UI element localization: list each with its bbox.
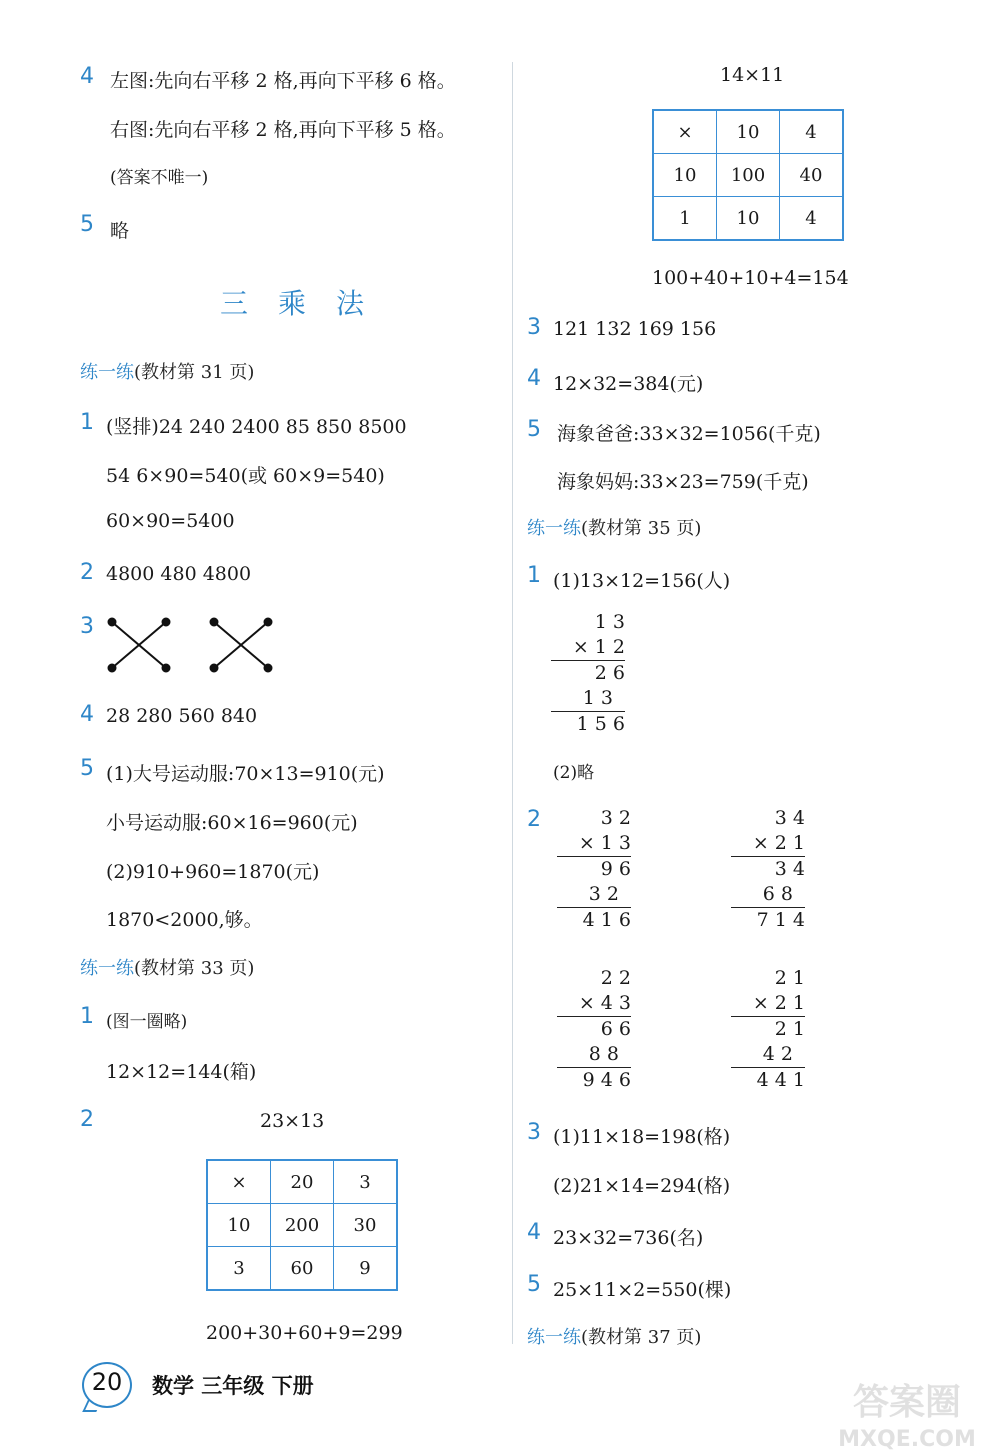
vertical-multiplication-21x21 xyxy=(731,966,805,1093)
r-caption: 14×11 xyxy=(720,64,785,86)
vm-row: × 1 2 xyxy=(572,636,625,658)
grid-cell: 3 xyxy=(334,1160,398,1204)
s2q2-caption: 23×13 xyxy=(260,1110,325,1132)
q5-text: 略 xyxy=(110,220,130,242)
r-sum: 100+40+10+4=154 xyxy=(652,267,849,289)
section-heading-31 xyxy=(80,358,254,384)
watermark-logo xyxy=(822,1374,992,1452)
grid-cell: 200 xyxy=(271,1204,334,1247)
grid-cell: × xyxy=(207,1160,271,1204)
section-label: 练一练 xyxy=(527,518,581,539)
grid-cell: 4 xyxy=(780,197,844,241)
grid-cell: × xyxy=(653,110,717,154)
vm-row: × 2 1 xyxy=(752,992,805,1014)
s3q3-number: 3 xyxy=(527,1120,541,1145)
grid-cell: 10 xyxy=(207,1204,271,1247)
s1q1-number: 1 xyxy=(80,410,94,435)
vertical-multiplication-13x12 xyxy=(551,610,625,737)
grid-cell: 3 xyxy=(207,1247,271,1291)
vm-row: 2 6 xyxy=(551,660,625,686)
vm-row: × 2 1 xyxy=(752,832,805,854)
section-heading-37 xyxy=(527,1323,701,1349)
multiplication-grid-14x11 xyxy=(652,109,844,241)
vertical-multiplication-32x13 xyxy=(557,806,631,933)
section-ref: (教材第 35 页) xyxy=(581,518,702,539)
s1q4-text: 28 280 560 840 xyxy=(106,705,258,727)
watermark-top: 答案圈 xyxy=(852,1382,962,1423)
vm-row: × 1 3 xyxy=(578,832,631,854)
s1q5-number: 5 xyxy=(80,756,94,781)
vm-row: 1 5 6 xyxy=(551,711,625,737)
s1q1-line1: (竖排)24 240 2400 85 850 8500 xyxy=(106,416,407,438)
rq4-text: 12×32=384(元) xyxy=(553,373,704,395)
s1q2-text: 4800 480 4800 xyxy=(106,563,252,585)
grid-cell: 100 xyxy=(717,154,780,197)
grid-cell: 10 xyxy=(717,197,780,241)
s2q2-number: 2 xyxy=(80,1107,94,1132)
vm-row: 4 4 1 xyxy=(731,1067,805,1093)
s2q1-line1: (图一圈略) xyxy=(106,1012,188,1032)
s2q1-number: 1 xyxy=(80,1004,94,1029)
s1q1-line2: 54 6×90=540(或 60×9=540) xyxy=(106,465,385,487)
s3q5-text: 25×11×2=550(棵) xyxy=(553,1279,732,1301)
s1q5-line1: (1)大号运动服:70×13=910(元) xyxy=(106,763,385,785)
grid-cell: 9 xyxy=(334,1247,398,1291)
s1q5-line2: 小号运动服:60×16=960(元) xyxy=(106,812,358,834)
grid-cell: 30 xyxy=(334,1204,398,1247)
chapter-title: 三乘法 xyxy=(220,287,395,320)
grid-cell: 40 xyxy=(780,154,844,197)
q5-number: 5 xyxy=(80,212,94,237)
s2q1-line2: 12×12=144(箱) xyxy=(106,1061,257,1083)
matching-lines-diagram xyxy=(100,612,280,678)
grid-cell: 1 xyxy=(653,197,717,241)
vm-row: 4 1 6 xyxy=(557,907,631,933)
s3q4-number: 4 xyxy=(527,1220,541,1245)
section-label: 练一练 xyxy=(80,362,134,383)
grid-cell: 4 xyxy=(780,110,844,154)
s1q1-line3: 60×90=5400 xyxy=(106,510,235,532)
vertical-multiplication-22x43 xyxy=(557,966,631,1093)
q4-line1: 左图:先向右平移 2 格,再向下平移 6 格。 xyxy=(110,70,456,92)
s3q3-line1: (1)11×18=198(格) xyxy=(553,1126,731,1148)
vm-row: 9 4 6 xyxy=(557,1067,631,1093)
grid-cell: 20 xyxy=(271,1160,334,1204)
vm-row: 3 4 xyxy=(731,856,805,882)
rq3-text: 121 132 169 156 xyxy=(553,318,717,340)
s1q3-number: 3 xyxy=(80,614,94,639)
s3q3-line2: (2)21×14=294(格) xyxy=(553,1175,731,1197)
watermark-bottom: MXQE.COM xyxy=(838,1427,976,1452)
vm-row: 3 2 xyxy=(588,883,631,905)
section-heading-33 xyxy=(80,954,254,980)
q4-number: 4 xyxy=(80,64,94,89)
column-divider xyxy=(512,62,513,1344)
s3q1-line1: (1)13×12=156(人) xyxy=(553,570,731,592)
rq3-number: 3 xyxy=(527,315,541,340)
grid-cell: 60 xyxy=(271,1247,334,1291)
section-ref: (教材第 37 页) xyxy=(581,1327,702,1348)
rq5-line1: 海象爸爸:33×32=1056(千克) xyxy=(557,423,821,445)
vm-row: 2 1 xyxy=(731,1016,805,1042)
s3q5-number: 5 xyxy=(527,1272,541,1297)
vm-row: 3 2 xyxy=(600,807,631,829)
vm-row: 8 8 xyxy=(588,1043,631,1065)
section-ref: (教材第 31 页) xyxy=(134,362,255,383)
section-ref: (教材第 33 页) xyxy=(134,958,255,979)
page-number: 20 xyxy=(91,1368,123,1396)
vm-row: 1 3 xyxy=(594,611,625,633)
vm-row: 4 2 xyxy=(762,1043,805,1065)
vertical-multiplication-34x21 xyxy=(731,806,805,933)
q4-line2: 右图:先向右平移 2 格,再向下平移 5 格。 xyxy=(110,119,456,141)
s1q5-line3: (2)910+960=1870(元) xyxy=(106,861,320,883)
s1q5-line4: 1870<2000,够。 xyxy=(106,909,263,931)
s3q1-number: 1 xyxy=(527,563,541,588)
s2q2-sum: 200+30+60+9=299 xyxy=(206,1322,403,1344)
vm-row: 9 6 xyxy=(557,856,631,882)
book-title: 数学 三年级 下册 xyxy=(152,1374,314,1398)
rq5-line2: 海象妈妈:33×23=759(千克) xyxy=(557,471,809,493)
vm-row: 6 6 xyxy=(557,1016,631,1042)
multiplication-grid-23x13 xyxy=(206,1159,398,1291)
rq5-number: 5 xyxy=(527,417,541,442)
s3q2-number: 2 xyxy=(527,807,541,832)
grid-cell: 10 xyxy=(653,154,717,197)
s1q4-number: 4 xyxy=(80,702,94,727)
vm-row: 2 2 xyxy=(600,967,631,989)
grid-cell: 10 xyxy=(717,110,780,154)
s3q4-text: 23×32=736(名) xyxy=(553,1227,704,1249)
section-label: 练一练 xyxy=(527,1327,581,1348)
s3q1-line2: (2)略 xyxy=(553,763,595,783)
q4-line3: (答案不唯一) xyxy=(110,168,209,188)
vm-row: 2 1 xyxy=(774,967,805,989)
section-heading-35 xyxy=(527,514,701,540)
s1q2-number: 2 xyxy=(80,560,94,585)
vm-row: × 4 3 xyxy=(578,992,631,1014)
vm-row: 6 8 xyxy=(762,883,805,905)
vm-row: 3 4 xyxy=(774,807,805,829)
rq4-number: 4 xyxy=(527,366,541,391)
vm-row: 7 1 4 xyxy=(731,907,805,933)
section-label: 练一练 xyxy=(80,958,134,979)
vm-row: 1 3 xyxy=(582,687,625,709)
